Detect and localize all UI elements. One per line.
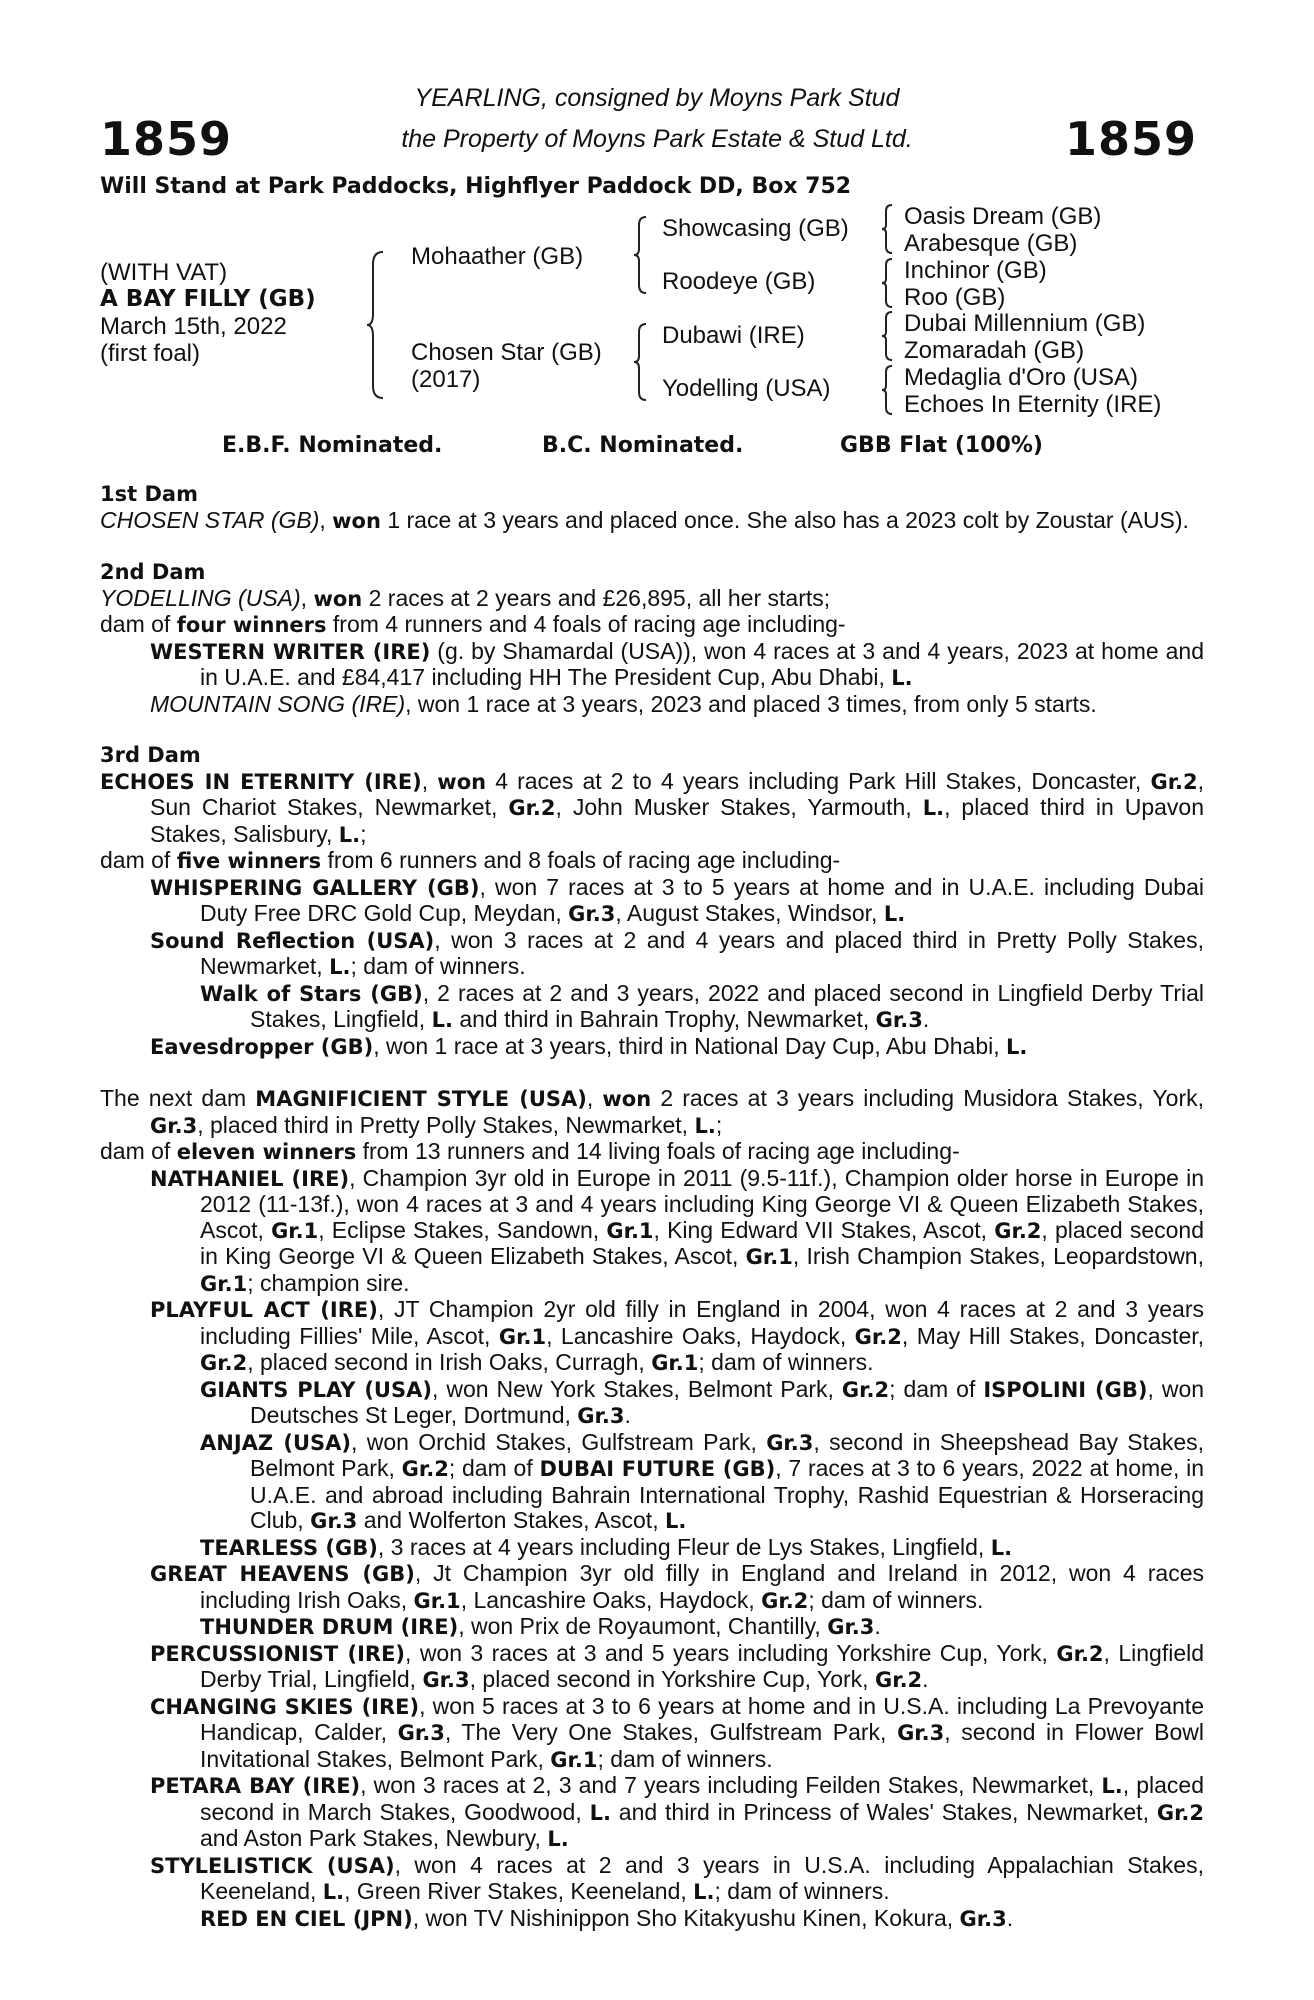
bc-nominated: B.C. Nominated. xyxy=(542,433,744,458)
ggp-4: Roo (GB) xyxy=(904,284,1006,311)
second-dam-name: YODELLING (USA) xyxy=(100,584,301,611)
progeny-giants-play: GIANTS PLAY (USA), won New York Stakes, Belmont Park, Gr.2; dam of ISPOLINI (GB), won Deutsches St Leger, Dortmund, Gr.3. xyxy=(200,1375,1205,1428)
progeny-sound-reflection: Sound Reflection (USA), won 3 races at 2 and 4 years and placed third in Pretty Polly Stakes, Newmarket, L.; dam of winners. xyxy=(150,926,1204,979)
gbb-flat: GBB Flat (100%) xyxy=(840,433,1043,458)
progeny-stylelistick: STYLELISTICK (USA), won 4 races at 2 and 3 years in U.S.A. including Appalachian Stakes, Keeneland, L., Green River Stakes, Keeneland, L.; dam of winners. xyxy=(150,1851,1204,1904)
first-dam-section xyxy=(100,482,1204,534)
first-dam-entry: CHOSEN STAR (GB), won 1 race at 3 years and placed once. She also has a 2023 colt by Zoustar (AUS). xyxy=(100,506,1189,533)
ggp-8: Echoes In Eternity (IRE) xyxy=(904,391,1162,418)
brace-gg3 xyxy=(880,310,898,362)
second-dam-heading: 2nd Dam xyxy=(100,560,206,584)
stand-location: Will Stand at Park Paddocks, Highflyer Paddock DD, Box 752 xyxy=(100,174,852,199)
lot-number-right: 1859 xyxy=(1064,112,1197,166)
horse-name: A BAY FILLY (GB) xyxy=(100,286,316,312)
dam-name: Chosen Star (GB) xyxy=(411,339,602,366)
progeny-percussionist: PERCUSSIONIST (IRE), won 3 races at 3 and 5 years including Yorkshire Cup, York, Gr.2, Lingfield Derby Trial, Lingfield, Gr.3, placed second in Yorkshire Cup, York, Gr.2. xyxy=(150,1639,1205,1692)
ebf-nominated: E.B.F. Nominated. xyxy=(222,433,443,458)
brace-gg4 xyxy=(880,364,898,416)
progeny-tearless: TEARLESS (GB), 3 races at 4 years including Fleur de Lys Stakes, Lingfield, L. xyxy=(200,1533,1013,1560)
progeny-nathaniel: NATHANIEL (IRE), Champion 3yr old in Europe in 2011 (9.5-11f.), Champion older horse in Europe in 2012 (11-13f.), won 4 races at 3 and 4 years including King George VI & Queen Elizabeth Stakes, Ascot, Gr.1, Eclipse Stakes, Sandown, Gr.1, King Edward VII Stakes, Ascot, Gr.2, placed second in King George VI & Queen Elizabeth Stakes, Ascot, Gr.1, Irish Champion Stakes, Leopardstown, Gr.1; champion sire. xyxy=(150,1164,1205,1296)
dam-sire: Dubawi (IRE) xyxy=(662,322,805,349)
ggp-2: Arabesque (GB) xyxy=(904,230,1078,257)
lot-number-left: 1859 xyxy=(100,112,233,166)
second-dam-produce: dam of four winners from 4 runners and 4 foals of racing age including- xyxy=(100,611,846,637)
third-dam-heading: 3rd Dam xyxy=(100,743,201,767)
progeny-anjaz: ANJAZ (USA), won Orchid Stakes, Gulfstream Park, Gr.3, second in Sheepshead Bay Stakes, Belmont Park, Gr.2; dam of DUBAI FUTURE (GB), 7 races at 3 to 6 years, 2022 at home, in U.A.E. and abroad including Bahrain International Trophy, Rashid Equestrian & Horseracing Club, Gr.3 and Wolferton Stakes, Ascot, L. xyxy=(200,1428,1205,1533)
next-dam-entry: The next dam MAGNIFICIENT STYLE (USA), won 2 races at 3 years including Musidora Stakes, York, Gr.3, placed third in Pretty Polly Stakes, Newmarket, L.; xyxy=(100,1085,1204,1138)
produce-record xyxy=(100,482,1204,1932)
consignment-line-1: YEARLING, consigned by Moyns Park Stud xyxy=(414,84,900,112)
next-dam-section xyxy=(100,1086,1204,1932)
consignment-line-2: the Property of Moyns Park Estate & Stud Ltd. xyxy=(401,125,913,153)
vat-note: (WITH VAT) xyxy=(100,259,228,286)
second-dam-section xyxy=(100,560,1204,717)
progeny-red-en-ciel: RED EN CIEL (JPN), won TV Nishinippon Sho Kitakyushu Kinen, Kokura, Gr.3. xyxy=(200,1904,1014,1931)
sire-dam: Roodeye (GB) xyxy=(662,268,816,295)
progeny-playful-act: PLAYFUL ACT (IRE), JT Champion 2yr old filly in England in 2004, won 4 races at 2 and 3 years including Fillies' Mile, Ascot, Gr.1, Lancashire Oaks, Haydock, Gr.2, May Hill Stakes, Doncaster, Gr.2, placed second in Irish Oaks, Curragh, Gr.1; dam of winners. xyxy=(150,1296,1205,1375)
progeny-walk-of-stars: Walk of Stars (GB), 2 races at 2 and 3 years, 2022 and placed second in Lingfield Derby Trial Stakes, Lingfield, L. and third in Bahrain Trophy, Newmarket, Gr.3. xyxy=(200,979,1204,1032)
dam-dam: Yodelling (USA) xyxy=(662,375,831,402)
progeny-whispering-gallery: WHISPERING GALLERY (GB), won 7 races at 3 to 5 years at home and in U.A.E. including Dubai Duty Free DRC Gold Cup, Meydan, Gr.3, August Stakes, Windsor, L. xyxy=(150,873,1204,926)
pedigree-brace-sire xyxy=(632,215,652,295)
progeny-changing-skies: CHANGING SKIES (IRE), won 5 races at 3 to 6 years at home and in U.S.A. including La Prevoyante Handicap, Calder, Gr.3, The Very One Stakes, Gulfstream Park, Gr.3, second in Flower Bowl Invitational Stakes, Belmont Park, Gr.1; dam of winners. xyxy=(150,1692,1204,1772)
third-dam-produce: dam of five winners from 6 runners and 8 foals of racing age including- xyxy=(100,847,841,873)
progeny-mountain-song: MOUNTAIN SONG (IRE), won 1 race at 3 years, 2023 and placed 3 times, from only 5 starts. xyxy=(150,690,1097,717)
progeny-western-writer: WESTERN WRITER (IRE) (g. by Shamardal (USA)), won 4 races at 3 and 4 years, 2023 at home and in U.A.E. and £84,417 including HH The President Cup, Abu Dhabi, L. xyxy=(150,637,1205,690)
third-dam-section xyxy=(100,743,1204,1060)
ggp-3: Inchinor (GB) xyxy=(904,257,1047,284)
horse-dob: March 15th, 2022 xyxy=(100,313,287,340)
sire-name: Mohaather (GB) xyxy=(411,243,584,270)
ggp-6: Zomaradah (GB) xyxy=(904,337,1085,364)
third-dam-entry: ECHOES IN ETERNITY (IRE), won 4 races at 2 to 4 years including Park Hill Stakes, Doncaster, Gr.2, Sun Chariot Stakes, Newmarket, Gr.2, John Musker Stakes, Yarmouth, L., placed third in Upavon Stakes, Salisbury, L.; xyxy=(100,767,1205,847)
progeny-thunder-drum: THUNDER DRUM (IRE), won Prix de Royaumont, Chantilly, Gr.3. xyxy=(200,1613,881,1639)
ggp-7: Medaglia d'Oro (USA) xyxy=(904,364,1138,391)
first-dam-name: CHOSEN STAR (GB) xyxy=(100,506,320,533)
pedigree-brace-dam xyxy=(632,322,652,402)
first-dam-heading: 1st Dam xyxy=(100,482,198,506)
horse-note: (first foal) xyxy=(100,340,201,367)
next-dam-produce: dam of eleven winners from 13 runners and 14 living foals of racing age including- xyxy=(100,1138,960,1164)
ggp-5: Dubai Millennium (GB) xyxy=(904,310,1146,337)
brace-gg1 xyxy=(880,203,898,255)
brace-gg2 xyxy=(880,257,898,309)
dam-year: (2017) xyxy=(411,366,481,393)
second-dam-entry: YODELLING (USA), won 2 races at 2 years and £26,895, all her starts; xyxy=(100,584,831,611)
progeny-petara-bay: PETARA BAY (IRE), won 3 races at 2, 3 and 7 years including Feilden Stakes, Newmarket, L., placed second in March Stakes, Goodwood, L. and third in Princess of Wales' Stakes, Newmarket, Gr.2 and Aston Park Stakes, Newbury, L. xyxy=(150,1772,1205,1851)
pedigree-brace-main xyxy=(365,250,389,400)
progeny-great-heavens: GREAT HEAVENS (GB), Jt Champion 3yr old filly in England and Ireland in 2012, won 4 races including Irish Oaks, Gr.1, Lancashire Oaks, Haydock, Gr.2; dam of winners. xyxy=(150,1560,1204,1613)
sire-sire: Showcasing (GB) xyxy=(662,215,849,242)
ggp-1: Oasis Dream (GB) xyxy=(904,203,1102,230)
progeny-eavesdropper: Eavesdropper (GB), won 1 race at 3 years, third in National Day Cup, Abu Dhabi, L. xyxy=(150,1032,1028,1059)
